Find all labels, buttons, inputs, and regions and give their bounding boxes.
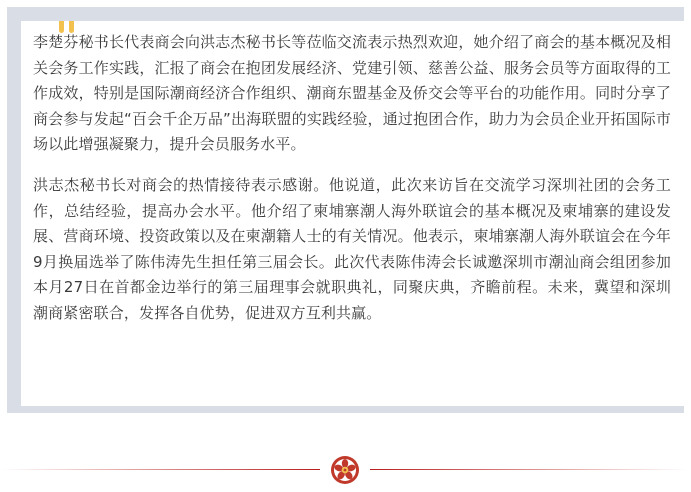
paragraph-response: 洪志杰秘书长对商会的热情接待表示感谢。他说道，此次来访旨在交流学习深圳社团的会务工作，总结经验，提高办会水平。他介绍了柬埔寨潮人海外联谊会的基本概况及柬埔寨的建设发展、营商环境、投资政策以及在柬潮籍人士的有关情况。他表示，柬埔寨潮人海外联谊会在今年9月换届选举了陈伟涛先生担任第三届会长。此次代表陈伟涛会长诚邀深圳市潮汕商会组团参加本月27日在首都金边举行的第三届理事会就职典礼，同聚庆典，齐瞻前程。未来，冀望和深圳潮商紧密联合，发挥各自优势，促进双方互利共赢。	[33, 175, 671, 322]
article-card	[21, 21, 684, 406]
divider-right	[370, 469, 688, 470]
divider-left	[2, 469, 320, 470]
article-frame	[7, 7, 684, 413]
article-body	[33, 30, 671, 327]
paragraph-intro: 李楚芬秘书长代表商会向洪志杰秘书长等莅临交流表示热烈欢迎，她介绍了商会的基本概况及相关会务工作实践，汇报了商会在抱团发展经济、党建引领、慈善公益、服务会员等方面取得的工作成效，特别是国际潮商经济合作组织、潮商东盟基金及侨交会等平台的功能作用。同时分享了商会参与发起“百会千企万品”出海联盟的实践经验，通过抱团合作，助力为会员企业开拓国际市场以此增强凝聚力，提升会员服务水平。	[33, 33, 671, 154]
flower-emblem-icon	[330, 455, 360, 485]
